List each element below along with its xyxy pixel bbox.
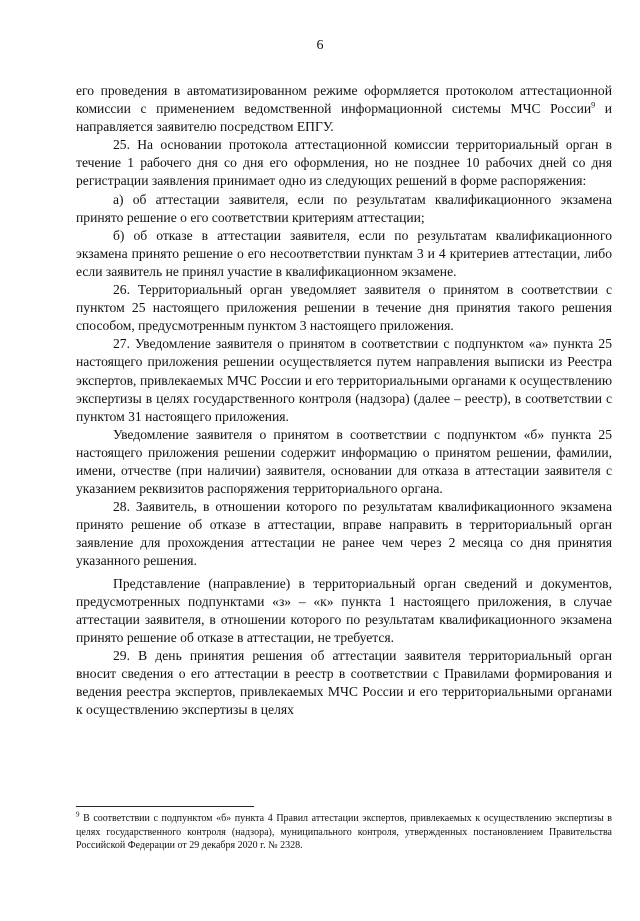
paragraph-subitem-b: б) об отказе в аттестации заявителя, если по результатам квалификационного экзамена принято решение о его несоответствии пунктам 3 и 4 критериев аттестации, либо если заявитель не принял участие в квалификационном экзамене. xyxy=(76,227,612,279)
paragraph-item-28-documents: Представление (направление) в территориальный орган сведений и документов, предусмотренных подпунктами «з» – «к» пункта 1 настоящего приложения, в случае аттестации заявителя, в отношении которого по результатам квалификационного экзамена принято решение об отказе в аттестации, не требуется. xyxy=(76,575,612,645)
footnote-divider xyxy=(76,806,254,807)
paragraph-item-27-notice: Уведомление заявителя о принятом в соответствии с подпунктом «б» пункта 25 настоящего приложения решении содержит информацию о принятом решении, фамилии, имени, отчестве (при наличии) заявителя, основании для отказа в аттестации заявителя с указанием реквизитов распоряжения территориального органа. xyxy=(76,426,612,497)
footnote-reference: 9 xyxy=(591,100,596,110)
document-body xyxy=(76,82,612,719)
paragraph-item-28: 28. Заявитель, в отношении которого по результатам квалификационного экзамена принято решение об отказе в аттестации, вправе направить в территориальный орган заявление для прохождения аттестации не ранее чем через 2 месяца со дня принятия указанного решения. xyxy=(76,499,612,569)
paragraph-continuation: его проведения в автоматизированном режиме оформляется протоколом аттестационной комиссии с применением ведомственной информационной системы МЧС России$^9$ и направляется заявителю посредством ЕПГУ. xyxy=(76,83,612,135)
footnote-marker: 9 xyxy=(76,810,80,819)
footnote-text: В соответствии с подпунктом «б» пункта 4 Правил аттестации экспертов, привлекаемых к осуществлению экспертизы в целях государственного контроля (надзора), муниципального контроля, утвержденных постановлением Правительства Российской Федерации от 29 декабря 2020 г. № 2328. xyxy=(76,813,612,851)
paragraph-item-27: 27. Уведомление заявителя о принятом в соответствии с подпунктом «а» пункта 25 настоящего приложения решении осуществляется путем направления выписки из Реестра экспертов, привлекаемых МЧС России и его территориальными органами к осуществлению экспертизы в целях государственного контроля (надзора) (далее – реестр), в соответствии с пунктом 31 настоящего приложения. xyxy=(76,336,612,424)
page-number: 6 xyxy=(316,38,324,53)
paragraph-subitem-a: а) об аттестации заявителя, если по результатам квалификационного экзамена принято решение о его соответствии критериям аттестации; xyxy=(76,191,612,225)
paragraph-item-29: 29. В день принятия решения об аттестации заявителя территориальный орган вносит сведения о его аттестации в реестр в соответствии с Правилами формирования и ведения реестра экспертов, привлекаемых МЧС России и его территориальными органами к осуществлению экспертизы в целях xyxy=(76,647,612,718)
footnote xyxy=(76,812,612,853)
paragraph-item-25: 25. На основании протокола аттестационной комиссии территориальный орган в течение 1 рабочего дня со дня его оформления, но не позднее 10 рабочих дней со дня регистрации заявления принимает одно из следующих решений в форме распоряжения: xyxy=(76,137,612,189)
paragraph-item-26: 26. Территориальный орган уведомляет заявителя о принятом в соответствии с пунктом 25 настоящего приложения решении в течение дня принятия такого решения способом, предусмотренным пунктом 3 настоящего приложения. xyxy=(76,282,612,334)
